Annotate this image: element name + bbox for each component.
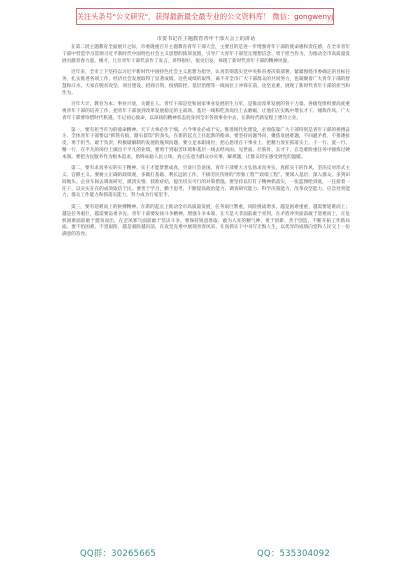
- qq-group-number: QQ群：30265665: [80, 549, 157, 559]
- paragraph: 百年大计，教育为本；事业兴衰，关键在人。青年干部是党和国家事业发展的生力军，是推动改革发展的骨干力量。各级党组织要高度重视青年干部的培养工作，把青年干部放到改革发展稳定的主战场、基层一线和吃劲岗位上去磨砺，让他们在实践中增长才干、锤炼作风。广大青年干部要珍惜时代机遇，牢记初心使命，以昂扬的精神状态投身到全市各项事业中去，在新时代新征程上建功立业。: [62, 102, 350, 121]
- document-title: 市委书记在主题教育青年干部大会上的讲话: [156, 36, 256, 42]
- header-banner: [76, 8, 334, 25]
- document-body: [62, 36, 350, 528]
- qq-number: QQ：535304092: [257, 549, 330, 559]
- paragraph: 在第二批主题教育全面展开之际，市委隆重召开主题教育青年干部大会，主要目的是进一步增强青年干部的使命感和责任感，在全市青年干部中营造学习贯彻习近平新时代中国特色社会主义思想的浓厚氛围，引导广大青年干部坚定理想信念、勇于担当作为，为推动全市高质量发展贡献青春力量。刚才，几位青年干部代表作了发言，讲得很好，很受启发，体现了新时代青年干部的精神风貌。: [62, 45, 350, 64]
- paragraph: 第一，要有担当有为的使命精神。天下大事必作于细，古今事业必成于实。推进现代化建设，必须依靠广大干部特别是青年干部的拼搏奋斗。全体青年干部要以“抓铁有痕、踏石留印”的劲头，在新的起点上扛起新的使命。要坚持问题导向，聚焦发展难题，不回避矛盾，不推诿扯皮，勇于担当、敢于负责，积极破解制约发展的瓶颈问题。要立足本职岗位，把心思用在干事业上，把精力放在抓落实上，干一行、爱一行、精一行，在平凡的岗位上做出不平凡的业绩。要勇于到艰苦环境和基层一线去经风雨、见世面、壮筋骨、长才干，在急难险重任务中锤炼过硬本领。要把为民服务作为根本追求，始终站稳人民立场，真心实意为群众办实事、解难题，让群众切实感受到党的温暖。: [62, 127, 350, 160]
- paragraph: 第三，要有迎难而上的拼搏精神。在新的起点上推动全市高质量发展，任务艰巨繁重，风险挑战增多。越是困难重重，越需要迎难而上；越是任务艰巨，越需要奋勇争先。青年干部要发扬斗争精神，增强斗争本领，在大是大非面前敢于亮剑，在矛盾冲突面前敢于迎难而上，在危机困难面前敢于挺身而出，在歪风邪气面前敢于坚决斗争。要保持锐意进取、敢为人先的精气神，勇于创新、善于创造，不断开拓工作新局面。要不怕困难、不畏艰险，越是艰险越向前，在攻坚克难中展现青春风采，在真抓实干中书写无悔人生，以优异的成绩向党和人民交上一份满意的答卷。: [62, 205, 350, 237]
- paragraph: 第二，要有求真务实的实干精神。实干才能梦想成真，空谈只会误国。青年干部要大力弘扬求真务实、真抓实干的作风，坚决反对形式主义、官僚主义。要树立正确的政绩观，多做打基础、利长远的工作，不搞劳民伤财的“形象工程”“政绩工程”。要深入基层、深入群众，多到田间地头、企业车间去调查研究，摸清实情、找准症结，提出切实可行的对策措施。要坚持以钉钉子精神抓落实，一张蓝图绘到底，一任接着一任干，以实实在在的成效取信于民。要善于学习，勤于思考，不断提高政治能力、调查研究能力、科学决策能力、改革攻坚能力、应急处突能力、群众工作能力和抓落实能力，努力成为行家里手。: [62, 166, 350, 199]
- footer: [80, 546, 330, 560]
- banner-text: 关注头条号"公文研究"，获得最新最全最专业的公文资料库！ 微信：gongwenyj: [76, 11, 334, 21]
- paragraph: 近年来，全市上下坚持以习近平新时代中国特色社会主义思想为指导，认真贯彻落实党中央和省委决策部署，紧紧围绕市委确定的目标任务，扎实推进各项工作，经济社会发展取得了显著成绩。这些成绩的取得，离不开全市广大干部群众的共同努力，也凝聚着广大青年干部的智慧和汗水。大家在脱贫攻坚、项目建设、招商引资、疫情防控、基层治理等一线岗位上冲锋在前、攻坚克难，展现了新时代青年干部的担当和作为。: [62, 70, 350, 96]
